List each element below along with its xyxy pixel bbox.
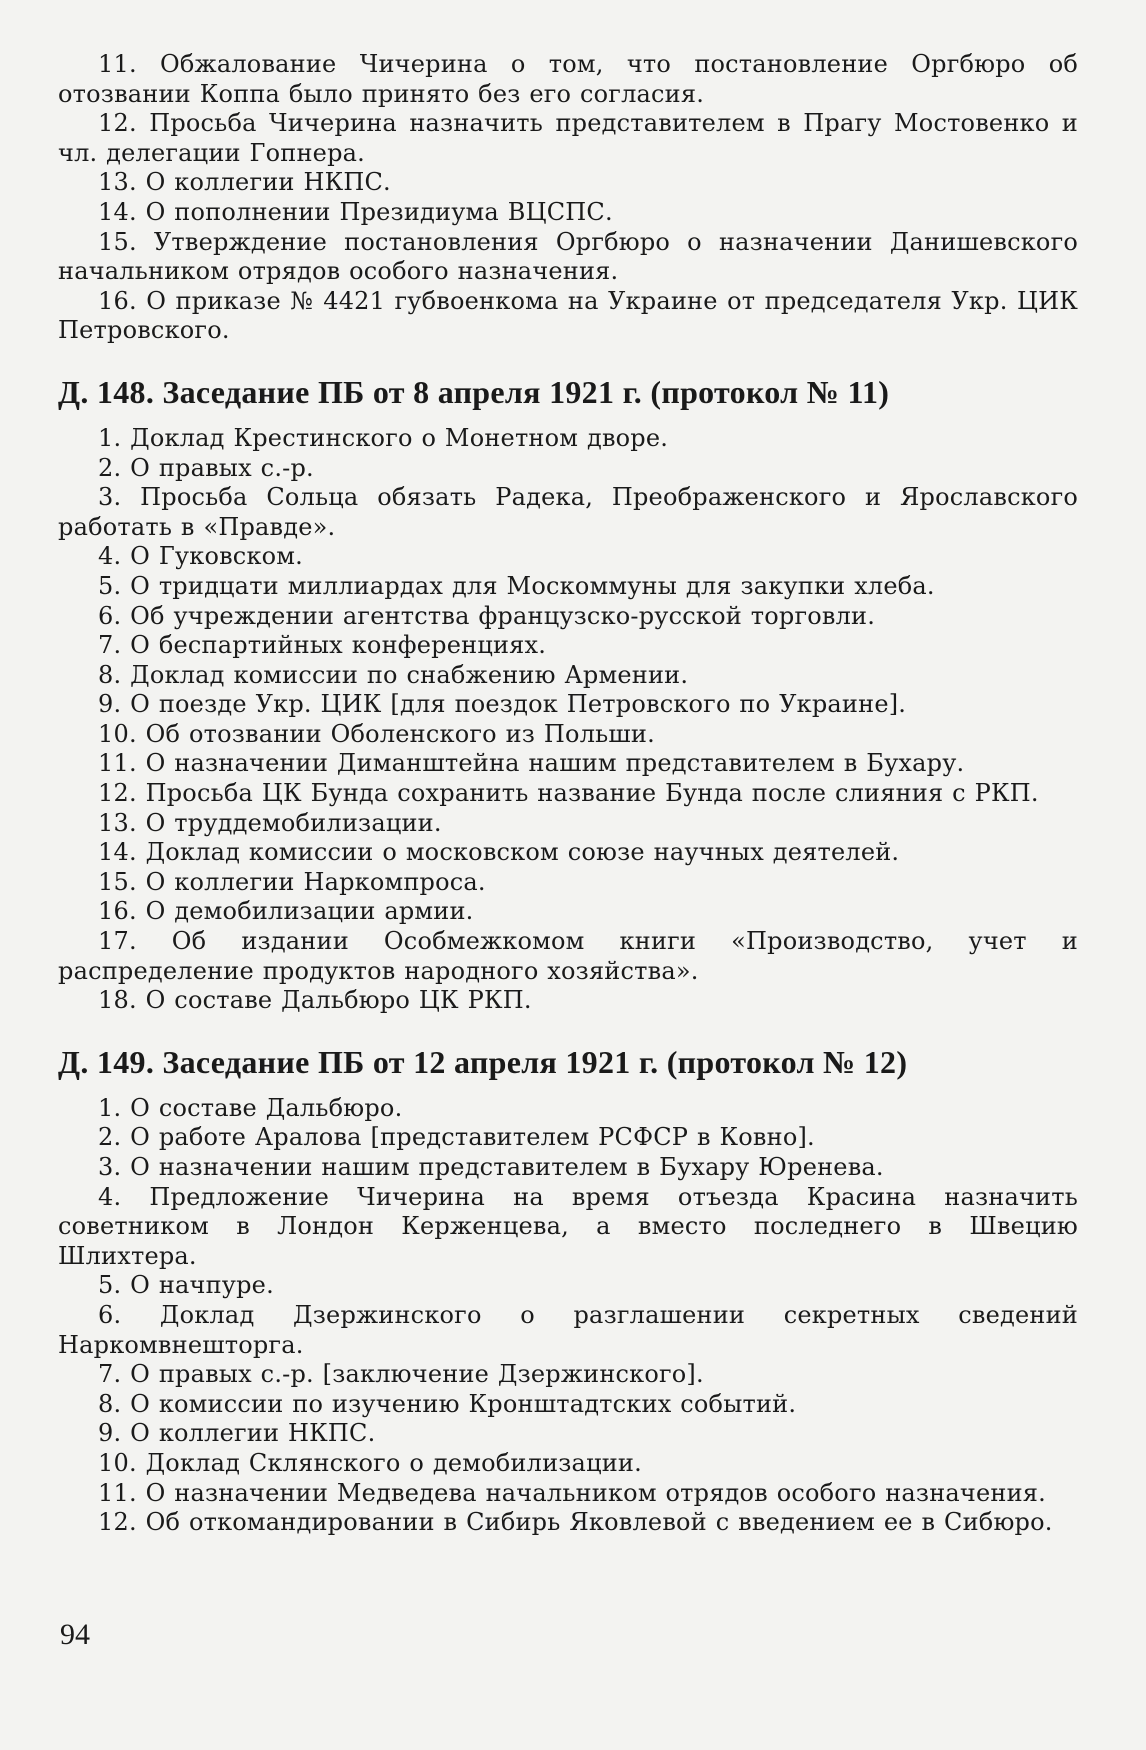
list-item: 7. О правых с.-р. [заключение Дзержинского]. <box>98 1360 704 1389</box>
list-item: 5. О начпуре. <box>98 1271 274 1300</box>
list-item: 9. О коллегии НКПС. <box>98 1419 376 1448</box>
section-148-heading: Д. 148. Заседание ПБ от 8 апреля 1921 г. (протокол № 11) <box>58 373 890 410</box>
list-item: 12. Просьба ЦК Бунда сохранить название Бунда после слияния с РКП. <box>98 779 1039 808</box>
list-item: 2. О правых с.-р. <box>98 453 314 482</box>
list-item: 6. Доклад Дзержинского о разглашении секретных сведений Наркомвнешторга. <box>58 1300 1078 1359</box>
list-item: 17. Об издании Особмежкомом книги «Производство, учет и распределение продуктов народного хозяйства». <box>58 927 1078 985</box>
page-number: 94 <box>60 1618 90 1651</box>
list-item: 15. О коллегии Наркомпроса. <box>98 867 486 896</box>
list-item: 11. О назначении Диманштейна нашим представителем в Бухару. <box>98 749 965 778</box>
list-item: 12. Об откомандировании в Сибирь Яковлевой с введением ее в Сибюро. <box>98 1508 1053 1537</box>
list-item: 11. О назначении Медведева начальником отрядов особого назначения. <box>98 1478 1046 1507</box>
section-149-items <box>58 1094 1078 1538</box>
list-item: 2. О работе Аралова [представителем РСФСР в Ковно]. <box>98 1123 815 1152</box>
list-item: 11. Обжалование Чичерина о том, что постановление Оргбюро об отозвании Коппа было принято без его согласия. <box>58 50 1078 108</box>
list-item: 3. О назначении нашим представителем в Бухару Юренева. <box>98 1153 884 1181</box>
list-item: 4. О Гуковском. <box>98 542 303 571</box>
list-item: 4. Предложение Чичерина на время отъезда Красина назначить советником в Лондон Керженцева, а вместо последнего в Швецию Шлихтера. <box>58 1182 1078 1270</box>
list-item: 13. О труддемобилизации. <box>98 808 442 837</box>
document-page <box>58 50 1078 1538</box>
list-item: 9. О поезде Укр. ЦИК [для поездок Петровского по Украине]. <box>98 690 907 719</box>
section-149-heading: Д. 149. Заседание ПБ от 12 апреля 1921 г. (протокол № 12) <box>58 1043 908 1080</box>
list-item: 14. Доклад комиссии о московском союзе научных деятелей. <box>98 838 900 867</box>
list-item: 10. Об отозвании Оболенского из Польши. <box>98 719 655 748</box>
list-item: 5. О тридцати миллиардах для Москоммуны для закупки хлеба. <box>98 571 935 600</box>
list-item: 13. О коллегии НКПС. <box>98 168 391 197</box>
list-item: 15. Утверждение постановления Оргбюро о назначении Данишевского начальником отрядов особого назначения. <box>58 227 1078 286</box>
list-item: 16. О приказе № 4421 губвоенкома на Украине от председателя Укр. ЦИК Петровского. <box>58 286 1078 345</box>
section-148-items <box>58 424 1078 1016</box>
list-item: 16. О демобилизации армии. <box>98 897 474 926</box>
list-item: 8. О комиссии по изучению Кронштадтских событий. <box>98 1389 797 1418</box>
list-item: 6. Об учреждении агентства французско-русской торговли. <box>98 601 876 630</box>
previous-section-items <box>58 50 1078 346</box>
list-item: 18. О составе Дальбюро ЦК РКП. <box>98 986 532 1015</box>
list-item: 10. Доклад Склянского о демобилизации. <box>98 1448 642 1477</box>
list-item: 12. Просьба Чичерина назначить представителем в Прагу Мостовенко и чл. делегации Гопнера. <box>58 109 1078 167</box>
list-item: 3. Просьба Сольца обязать Радека, Преображенского и Ярославского работать в «Правде». <box>58 483 1078 541</box>
list-item: 1. О составе Дальбюро. <box>98 1093 403 1122</box>
list-item: 7. О беспартийных конференциях. <box>98 631 547 660</box>
list-item: 8. Доклад комиссии по снабжению Армении. <box>98 660 689 689</box>
list-item: 1. Доклад Крестинского о Монетном дворе. <box>98 423 669 452</box>
list-item: 14. О пополнении Президиума ВЦСПС. <box>98 197 613 226</box>
